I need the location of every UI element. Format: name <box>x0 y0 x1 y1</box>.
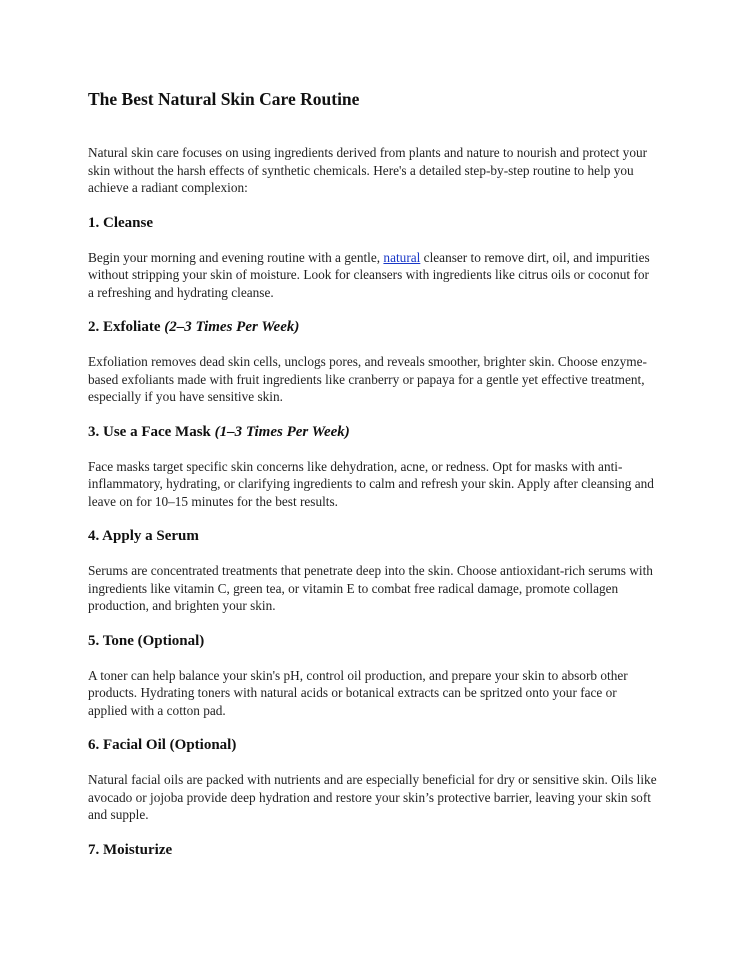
section-heading <box>88 526 658 546</box>
section-face-mask <box>88 422 658 511</box>
page-title: The Best Natural Skin Care Routine <box>88 89 360 109</box>
section-body: A toner can help balance your skin's pH, control oil production, and prepare your skin to absorb other products. Hydrating toners with natural acids or botanical extracts can be spritzed onto your face or applied with a cotton pad. <box>88 667 628 718</box>
section-heading-text: 1. Cleanse <box>88 214 153 231</box>
document-content <box>88 86 658 860</box>
section-heading-frequency: (1–3 Times Per Week) <box>214 423 350 440</box>
section-body: Exfoliation removes dead skin cells, unclogs pores, and reveals smoother, brighter skin. Choose enzyme-based exfoliants made with fruit ingredients like cranberry or papaya for a gentle yet effective treatment, especially if you have sensitive skin. <box>88 354 647 404</box>
section-heading-text: 6. Facial Oil (Optional) <box>88 737 237 753</box>
section-body: Serums are concentrated treatments that penetrate deep into the skin. Choose antioxidant-rich serums with ingredients like vitamin C, green tea, or vitamin E to combat free radical damage, promote collagen production, and brighten your skin. <box>88 563 653 613</box>
section-tone <box>88 631 658 720</box>
section-body: Face masks target specific skin concerns like dehydration, acne, or redness. Opt for masks with anti-inflammatory, hydrating, or clarifying ingredients to calm and refresh your skin. Apply after cleansing and leave on for 10–15 minutes for the best results. <box>88 458 654 509</box>
section-heading <box>88 213 658 233</box>
intro-paragraph: Natural skin care focuses on using ingredients derived from plants and nature to nourish and protect your skin without the harsh effects of synthetic chemicals. Here's a detailed step-by-step routine to help you achieve a radiant complexion: <box>88 145 648 195</box>
section-facial-oil <box>88 735 658 824</box>
section-heading-text: 4. Apply a Serum <box>88 528 199 544</box>
section-cleanse <box>88 213 658 302</box>
section-moisturize <box>88 840 658 860</box>
section-heading <box>88 735 658 755</box>
section-heading-text: 2. Exfoliate <box>88 319 161 335</box>
section-heading <box>88 631 658 651</box>
section-heading <box>88 840 658 860</box>
section-exfoliate <box>88 317 658 406</box>
section-heading <box>88 317 658 337</box>
section-body-text: Begin your morning and evening routine with a gentle, <box>88 249 384 265</box>
section-heading-text: 5. Tone (Optional) <box>88 632 205 649</box>
natural-link[interactable]: natural <box>383 249 421 265</box>
section-heading-text: 7. Moisturize <box>88 841 173 858</box>
section-serum <box>88 526 658 615</box>
section-body-text: cleanser to remove dirt, oil, and impurities without stripping your skin of moisture. Look for cleansers with ingredients like citrus oils or coconut for a refreshing and hydrating cleanse. <box>88 249 650 300</box>
section-body <box>88 249 658 302</box>
section-heading <box>88 422 658 442</box>
section-body: Natural facial oils are packed with nutrients and are especially beneficial for dry or sensitive skin. Oils like avocado or jojoba provide deep hydration and restore your skin’s protective barrier, leaving your skin soft and supple. <box>88 772 657 822</box>
section-heading-text: 3. Use a Face Mask <box>88 423 211 440</box>
section-heading-frequency: (2–3 Times Per Week) <box>164 319 300 335</box>
